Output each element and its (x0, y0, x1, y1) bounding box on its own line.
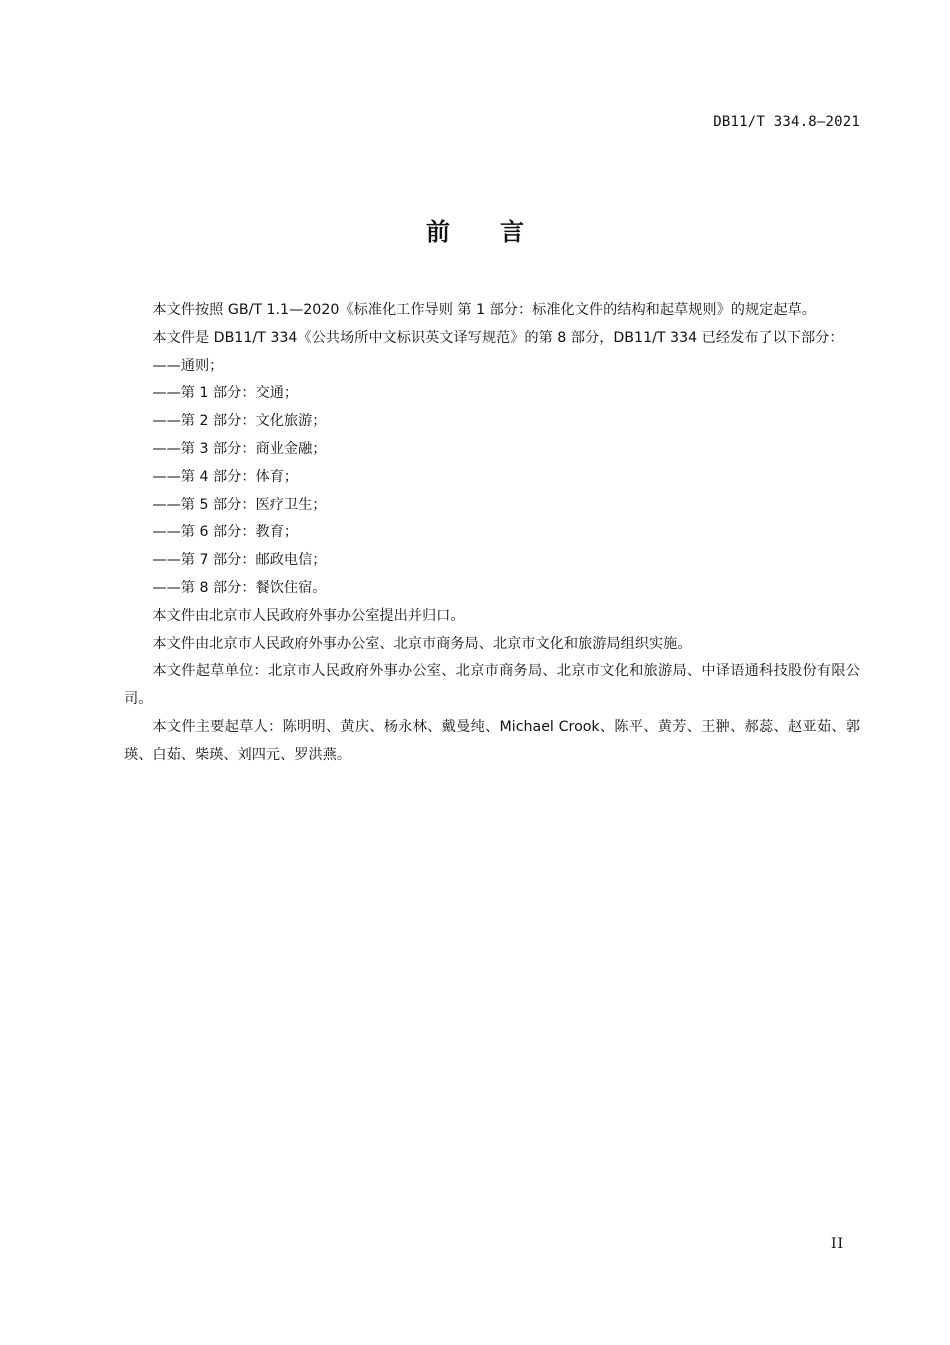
paragraph-drafters: 本文件主要起草人：陈明明、黄庆、杨永林、戴曼纯、Michael Crook、陈平、黄芳、王翀、郝蕊、赵亚茹、郭瑛、白茹、柴瑛、刘四元、罗洪燕。 (124, 718, 860, 763)
list-item: ——第 1 部分：交通； (152, 385, 299, 402)
list-item: ——第 6 部分：教育； (152, 524, 299, 541)
paragraph-proposer: 本文件由北京市人民政府外事办公室提出并归口。 (152, 607, 465, 624)
paragraph-series-info: 本文件是 DB11/T 334《公共场所中文标识英文译写规范》的第 8 部分，DB11/T 334 已经发布了以下部分： (152, 329, 844, 346)
parts-list (124, 353, 860, 603)
paragraph-drafting-rules: 本文件按照 GB/T 1.1—2020《标准化工作导则 第 1 部分：标准化文件的结构和起草规则》的规定起草。 (152, 302, 816, 318)
list-item: ——第 5 部分：医疗卫生； (152, 496, 327, 513)
list-item: ——第 8 部分：餐饮住宿。 (152, 579, 327, 596)
paragraph-drafting-units: 本文件起草单位：北京市人民政府外事办公室、北京市商务局、北京市文化和旅游局、中译语通科技股份有限公司。 (124, 663, 860, 708)
list-item: ——第 7 部分：邮政电信； (152, 552, 327, 569)
paragraph-implementer: 本文件由北京市人民政府外事办公室、北京市商务局、北京市文化和旅游局组织实施。 (152, 635, 692, 652)
list-item: ——通则； (152, 357, 224, 374)
foreword-body (124, 297, 860, 770)
list-item: ——第 3 部分：商业金融； (152, 440, 327, 457)
page-number: II (830, 1236, 844, 1252)
document-code: DB11/T 334.8—2021 (713, 114, 860, 130)
list-item: ——第 2 部分：文化旅游； (152, 413, 327, 430)
list-item: ——第 4 部分：体育； (152, 468, 299, 485)
page-title: 前言 (426, 218, 574, 246)
